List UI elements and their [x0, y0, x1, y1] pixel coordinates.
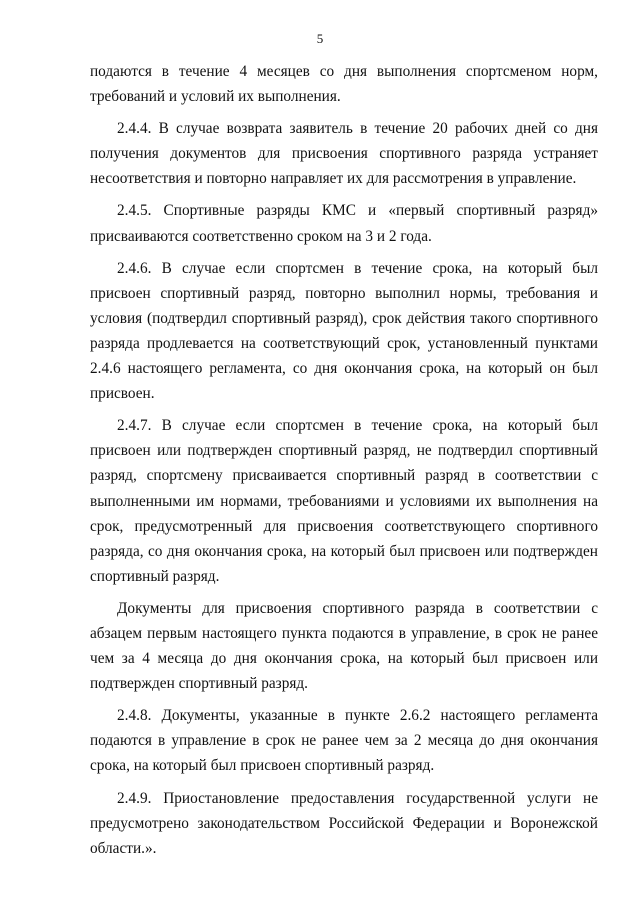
paragraph-documents: Документы для присвоения спортивного разряда в соответствии с абзацем первым настоящего пункта подаются в управление, в срок не ранее чем за 4 месяца до дня окончания срока, на который был присвоен или подтвержден спортивный разряд.: [90, 599, 598, 693]
paragraph-2-4-8: 2.4.8. Документы, указанные в пункте 2.6.2 настоящего регламента подаются в управление в срок не ранее чем за 2 месяца до дня окончания срока, на который был присвоен спортивный разряд.: [90, 707, 598, 775]
paragraph-2-4-6: 2.4.6. В случае если спортсмен в течение срока, на который был присвоен спортивный разряд, повторно выполнил нормы, требования и условия (подтвердил спортивный разряд), срок действия такого спортивного разряда продлевается на соответствующий срок, установленный пунктами 2.4.6 настоящего регламента, со дня окончания срока, на который он был присвоен.: [90, 259, 598, 403]
document-body: [90, 59, 598, 861]
paragraph-continuation: подаются в течение 4 месяцев со дня выполнения спортсменом норм, требований и условий их выполнения.: [90, 63, 598, 106]
paragraph-2-4-7: 2.4.7. В случае если спортсмен в течение срока, на который был присвоен или подтвержден спортивный разряд, не подтвердил спортивный разряд, спортсмену присваивается спортивный разряд в соответствии с выполненными им нормами, требованиями и условиями их выполнения на срок, предусмотренный для присвоения соответствующего спортивного разряда, со дня окончания срока, на который был присвоен или подтвержден спортивный разряд.: [90, 417, 598, 585]
paragraph-2-4-9: 2.4.9. Приостановление предоставления государственной услуги не предусмотрено законодательством Российской Федерации и Воронежской области.».: [90, 789, 598, 857]
paragraph-2-4-5: 2.4.5. Спортивные разряды КМС и «первый спортивный разряд» присваиваются соответственно сроком на 3 и 2 года.: [90, 202, 598, 245]
page-number: 5: [316, 31, 324, 46]
paragraph-2-4-4: 2.4.4. В случае возврата заявитель в течение 20 рабочих дней со дня получения документов для присвоения спортивного разряда устраняет несоответствия и повторно направляет их для рассмотрения в управление.: [90, 120, 598, 188]
